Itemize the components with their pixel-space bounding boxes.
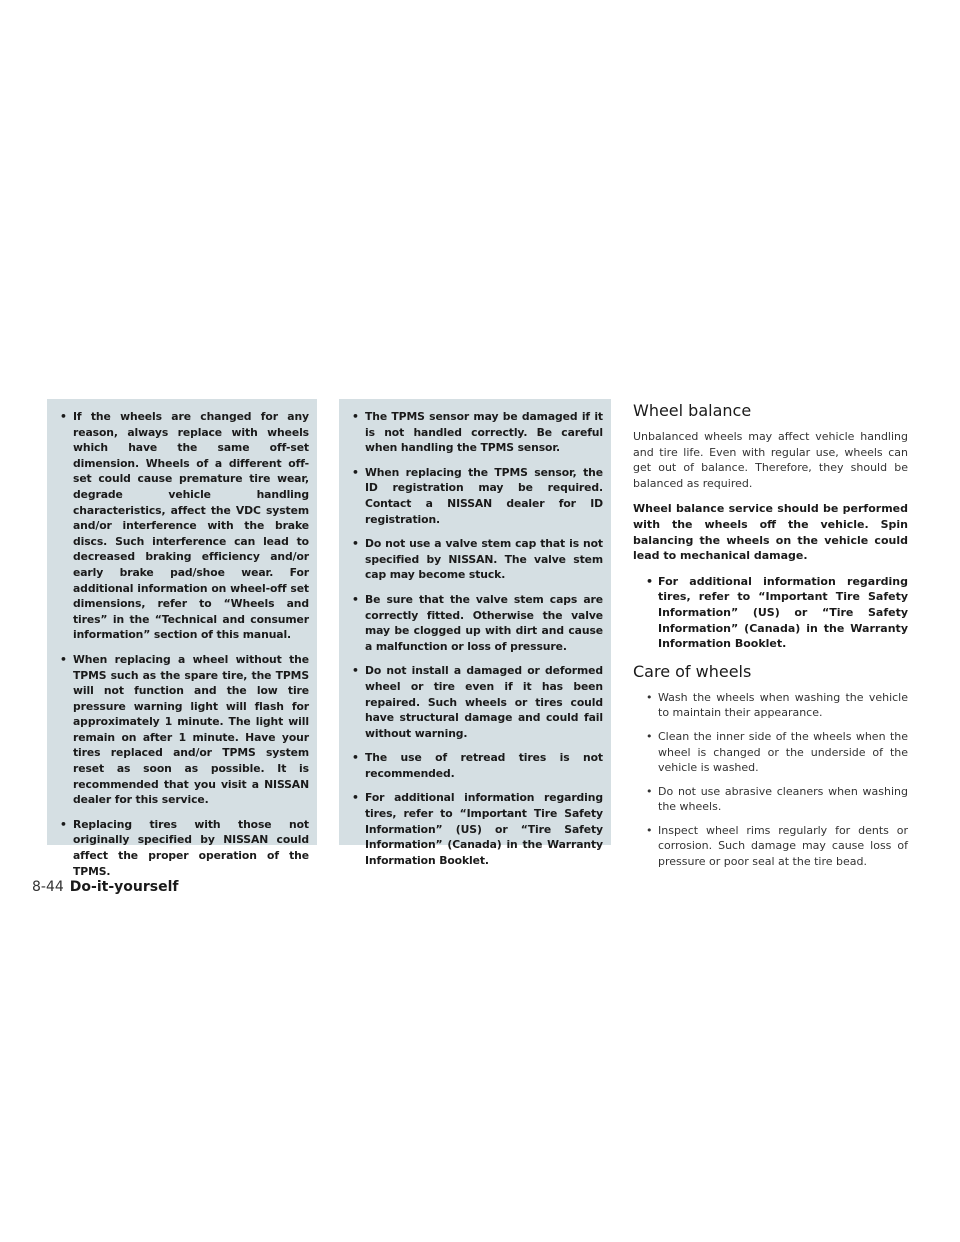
right-column — [633, 401, 908, 880]
list-item: • For additional information regarding tires, refer to “Important Tire Safety Information” (US) or “Tire Safety Information” (Canada) in the Warranty Information Booklet. — [646, 574, 908, 652]
care-of-wheels-heading: Care of wheels — [633, 661, 752, 681]
wheel-balance-notice: Wheel balance service should be performed with the wheels off the vehicle. Spin balancing the wheels on the vehicle could lead to mechanical damage. — [633, 502, 908, 563]
caution-item: • When replacing a wheel without the TPMS such as the spare tire, the TPMS will not function and the low tire pressure warning light will flash for approximately 1 minute. The light will remain on after 1 minute. Have your tires replaced and/or TPMS system reset as soon as possible. It is recommended that you visit a NISSAN dealer for this service. — [60, 652, 309, 808]
list-item: • Do not use abrasive cleaners when washing the wheels. — [646, 784, 908, 815]
caution-item: • For additional information regarding tires, refer to “Important Tire Safety Information” (US) or “Tire Safety Information” (Canada) in the Warranty Information Booklet. — [352, 790, 603, 868]
caution-item: • Replacing tires with those not originally specified by NISSAN could affect the proper operation of the TPMS. — [60, 817, 309, 879]
caution-item: • Do not use a valve stem cap that is not specified by NISSAN. The valve stem cap may become stuck. — [352, 536, 603, 583]
caution-item: • The use of retread tires is not recommended. — [352, 750, 603, 781]
caution-item: • The TPMS sensor may be damaged if it is not handled correctly. Be careful when handling the TPMS sensor. — [352, 409, 603, 456]
caution-item: • Be sure that the valve stem caps are correctly fitted. Otherwise the valve may be clogged up with dirt and cause a malfunction or loss of pressure. — [352, 592, 603, 654]
caution-item: • When replacing the TPMS sensor, the ID registration may be required. Contact a NISSAN dealer for ID registration. — [352, 465, 603, 527]
page-footer — [32, 878, 178, 896]
wheel-balance-list — [633, 574, 908, 652]
care-of-wheels-list — [633, 690, 908, 870]
caution-box-right — [339, 399, 611, 867]
list-item: • Inspect wheel rims regularly for dents or corrosion. Such damage may cause loss of pressure or poor seal at the tire bead. — [646, 823, 908, 870]
wheel-balance-intro: Unbalanced wheels may affect vehicle handling and tire life. Even with regular use, wheels can get out of balance. Therefore, they should be balanced as required. — [633, 430, 908, 490]
section-title: Do-it-yourself — [69, 879, 179, 895]
page-number: 8-44 — [32, 879, 64, 895]
caution-list-right — [352, 409, 603, 868]
caution-box-left — [47, 399, 317, 878]
caution-list-left — [60, 409, 309, 879]
caution-item: • If the wheels are changed for any reason, always replace with wheels which have the same off-set dimension. Wheels of a different off-set could cause premature tire wear, degrade vehicle handling characteristics, affect the VDC system and/or interference with the brake discs. Such interference can lead to decreased braking efficiency and/or early brake pad/shoe wear. For additional information on wheel-off set dimensions, refer to “Wheels and tires” in the “Technical and consumer information” section of this manual. — [60, 409, 309, 643]
caution-item: • Do not install a damaged or deformed wheel or tire even if it has been repaired. Such wheels or tires could have structural damage and could fail without warning. — [352, 663, 603, 741]
list-item: • Clean the inner side of the wheels when the wheel is changed or the underside of the vehicle is washed. — [646, 729, 908, 776]
wheel-balance-heading: Wheel balance — [633, 401, 752, 420]
list-item: • Wash the wheels when washing the vehicle to maintain their appearance. — [646, 690, 908, 721]
